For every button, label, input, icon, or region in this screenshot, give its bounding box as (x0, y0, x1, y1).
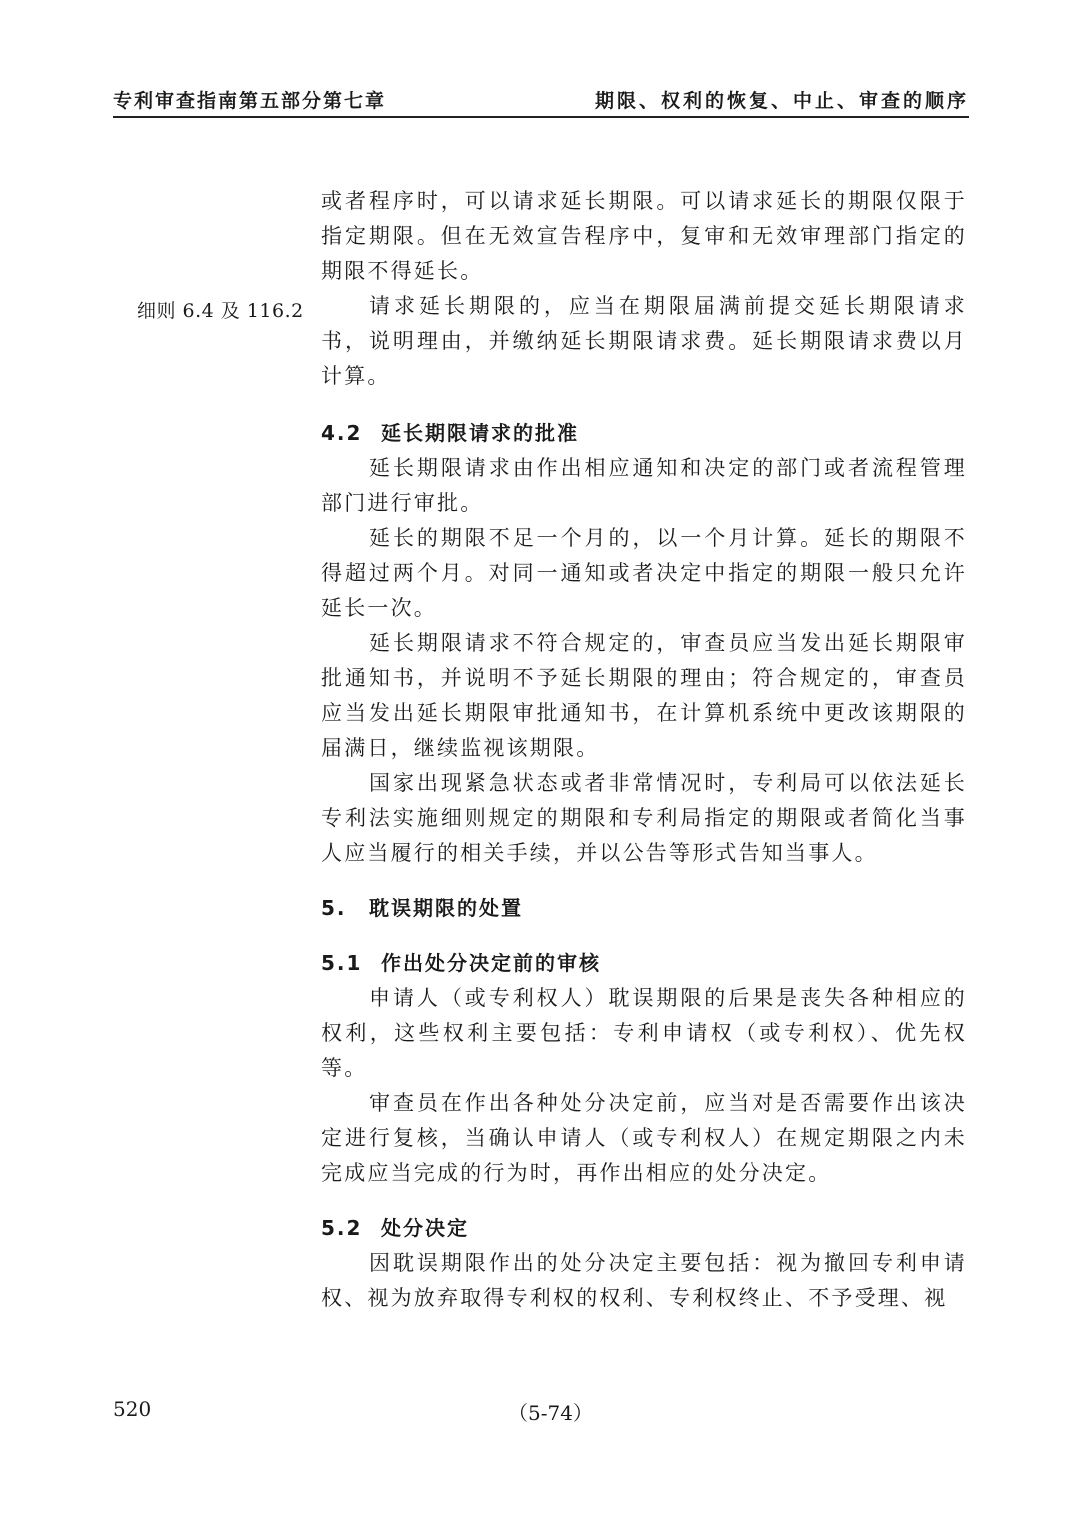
section-title: 耽误期限的处置 (369, 896, 523, 920)
section-title: 处分决定 (381, 1216, 469, 1240)
section-heading-5 (321, 891, 967, 926)
page-body (321, 184, 967, 1316)
section-heading-4-2 (321, 416, 967, 451)
section-number: 5. (321, 896, 347, 920)
section-title: 作出处分决定前的审核 (381, 951, 601, 975)
paragraph-review: 审查员在作出各种处分决定前，应当对是否需要作出该决定进行复核，当确认申请人（或专利权人）在规定期限之内未完成应当完成的行为时，再作出相应的处分决定。 (321, 1091, 967, 1185)
section-heading-5-1 (321, 946, 967, 981)
paragraph-continuation: 或者程序时，可以请求延长期限。可以请求延长的期限仅限于指定期限。但在无效宣告程序中，复审和无效审理部门指定的期限不得延长。 (321, 189, 967, 283)
section-title: 延长期限请求的批准 (381, 421, 579, 445)
paragraph-emergency: 国家出现紧急状态或者非常情况时，专利局可以依法延长专利法实施细则规定的期限和专利局指定的期限或者简化当事人应当履行的相关手续，并以公告等形式告知当事人。 (321, 771, 967, 865)
margin-note-rule-ref: 细则 6.4 及 116.2 (137, 300, 304, 322)
paragraph-consequences: 申请人（或专利权人）耽误期限的后果是丧失各种相应的权利，这些权利主要包括：专利申请权（或专利权）、优先权等。 (321, 986, 967, 1080)
page-number: 520 (113, 1397, 152, 1421)
section-number: 4.2 (321, 421, 363, 445)
paragraph-approval-notice: 延长期限请求不符合规定的，审查员应当发出延长期限审批通知书，并说明不予延长期限的理由；符合规定的，审查员应当发出延长期限审批通知书，在计算机系统中更改该期限的届满日，继续监视该期限。 (321, 631, 967, 760)
paragraph-extension-request: 请求延长期限的，应当在期限届满前提交延长期限请求书，说明理由，并缴纳延长期限请求费。延长期限请求费以月计算。 (321, 294, 967, 388)
section-number: 5.2 (321, 1216, 363, 1240)
page-header (113, 86, 969, 118)
section-heading-5-2 (321, 1211, 967, 1246)
header-section-title: 期限、权利的恢复、中止、审查的顺序 (594, 90, 969, 112)
paragraph-decisions: 因耽误期限作出的处分决定主要包括：视为撤回专利申请权、视为放弃取得专利权的权利、专利权终止、不予受理、视 (321, 1251, 967, 1310)
section-page-number: （5-74） (508, 1401, 593, 1425)
header-chapter-title: 专利审查指南第五部分第七章 (113, 90, 387, 112)
paragraph-extension-length: 延长的期限不足一个月的，以一个月计算。延长的期限不得超过两个月。对同一通知或者决定中指定的期限一般只允许延长一次。 (321, 526, 967, 620)
section-number: 5.1 (321, 951, 363, 975)
paragraph-approval-dept: 延长期限请求由作出相应通知和决定的部门或者流程管理部门进行审批。 (321, 456, 967, 515)
